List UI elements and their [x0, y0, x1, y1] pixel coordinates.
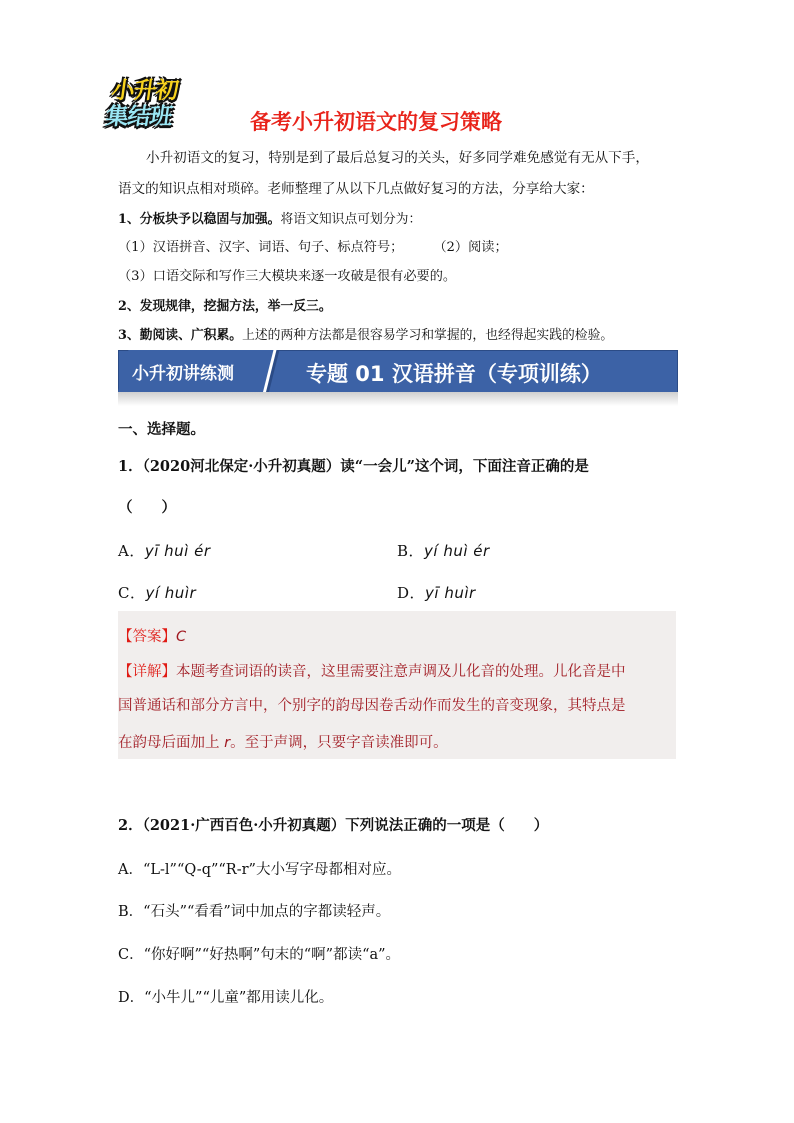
answer-line	[118, 625, 186, 646]
option-2d[interactable]: D．“小牛儿”“儿童”都用读儿化。	[118, 990, 334, 1006]
tip-3-text: 上述的两种方法都是很容易学习和掌握的，也经得起实践的检验。	[242, 328, 614, 343]
detail-label: 【详解】	[118, 664, 176, 680]
option-2b[interactable]: B．“石头”“看看”词中加点的字都读轻声。	[118, 904, 391, 920]
question-1-number: 1．	[118, 458, 143, 475]
option-1a[interactable]	[118, 540, 211, 561]
question-2	[118, 814, 548, 835]
option-1b-label: B．	[397, 542, 425, 560]
question-2-number: 2．	[118, 817, 143, 834]
topic-banner	[118, 350, 678, 406]
detail-text-1: 本题考查词语的读音，这里需要注意声调及儿化音的处理。儿化音是中	[176, 664, 626, 680]
option-1c-text: yí huìr	[145, 584, 197, 602]
option-1c[interactable]	[118, 582, 196, 603]
answer-value: C	[176, 629, 187, 645]
banner-topic: 专题 01 汉语拼音（专项训练）	[306, 362, 602, 386]
logo-line-1: 小升初	[109, 78, 180, 104]
option-1b[interactable]	[397, 540, 490, 561]
option-1d-text: yī huìr	[425, 584, 476, 602]
logo	[103, 70, 208, 130]
section-heading: 一、选择题。	[118, 421, 205, 438]
intro-paragraph-1: 小升初语文的复习，特别是到了最后总复习的关头，好多同学难免感觉有无从下手，	[146, 150, 649, 166]
tip-1-sub-1: （1）汉语拼音、汉字、词语、句子、标点符号；	[118, 240, 404, 255]
option-1d[interactable]	[397, 582, 476, 603]
tip-1-text: 将语文知识点可划分为：	[280, 212, 422, 227]
option-2c[interactable]: C．“你好啊”“好热啊”句末的“啊”都读“a”。	[118, 947, 401, 963]
tip-1-sub-2: （2）阅读；	[433, 240, 508, 255]
tip-1-sub-1-row	[118, 236, 678, 255]
tip-3-heading: 3、勤阅读、广积累。	[118, 328, 243, 343]
tip-3	[118, 324, 678, 343]
detail-line-1	[118, 660, 626, 681]
logo-line-2: 集结班	[103, 104, 174, 130]
banner-tag-label: 小升初讲练测	[132, 364, 234, 384]
question-1-paren: （ ）	[118, 499, 176, 516]
option-1c-label: C．	[118, 584, 146, 602]
detail-line-2: 国普通话和部分方言中，个别字的韵母因卷舌动作而发生的音变现象，其特点是	[118, 698, 626, 714]
intro-paragraph-2: 语文的知识点相对琐碎。老师整理了从以下几点做好复习的方法，分享给大家：	[118, 181, 594, 197]
answer-label: 【答案】	[118, 629, 176, 645]
tip-1-heading: 1、分板块予以稳固与加强。	[118, 212, 281, 227]
tip-1	[118, 208, 678, 227]
option-1b-text: yí huì ér	[424, 542, 490, 560]
detail-line-3	[118, 731, 448, 752]
question-1	[118, 455, 589, 476]
option-1a-text: yī huì ér	[144, 542, 211, 560]
detail-text-3a: 在韵母后面加上	[118, 735, 225, 751]
page-title: 备考小升初语文的复习策略	[250, 110, 502, 134]
option-2a[interactable]: A．“L-l”“Q-q”“R-r”大小写字母都相对应。	[118, 862, 401, 878]
detail-text-3r: r	[224, 735, 231, 751]
option-1a-label: A．	[118, 542, 145, 560]
tip-2: 2、发现规律，挖掘方法，举一反三。	[118, 299, 332, 314]
detail-text-3b: 。至于声调，只要字音读准即可。	[230, 735, 448, 751]
tip-1-sub-3: （3）口语交际和写作三大模块来逐一攻破是很有必要的。	[118, 269, 457, 284]
banner-shadow	[118, 392, 678, 406]
question-1-text: （2020河北保定·小升初真题）读“一会儿”这个词，下面注音正确的是	[142, 458, 589, 475]
option-1d-label: D．	[397, 584, 426, 602]
question-2-text: （2021·广西百色·小升初真题）下列说法正确的一项是（ ）	[142, 817, 549, 834]
